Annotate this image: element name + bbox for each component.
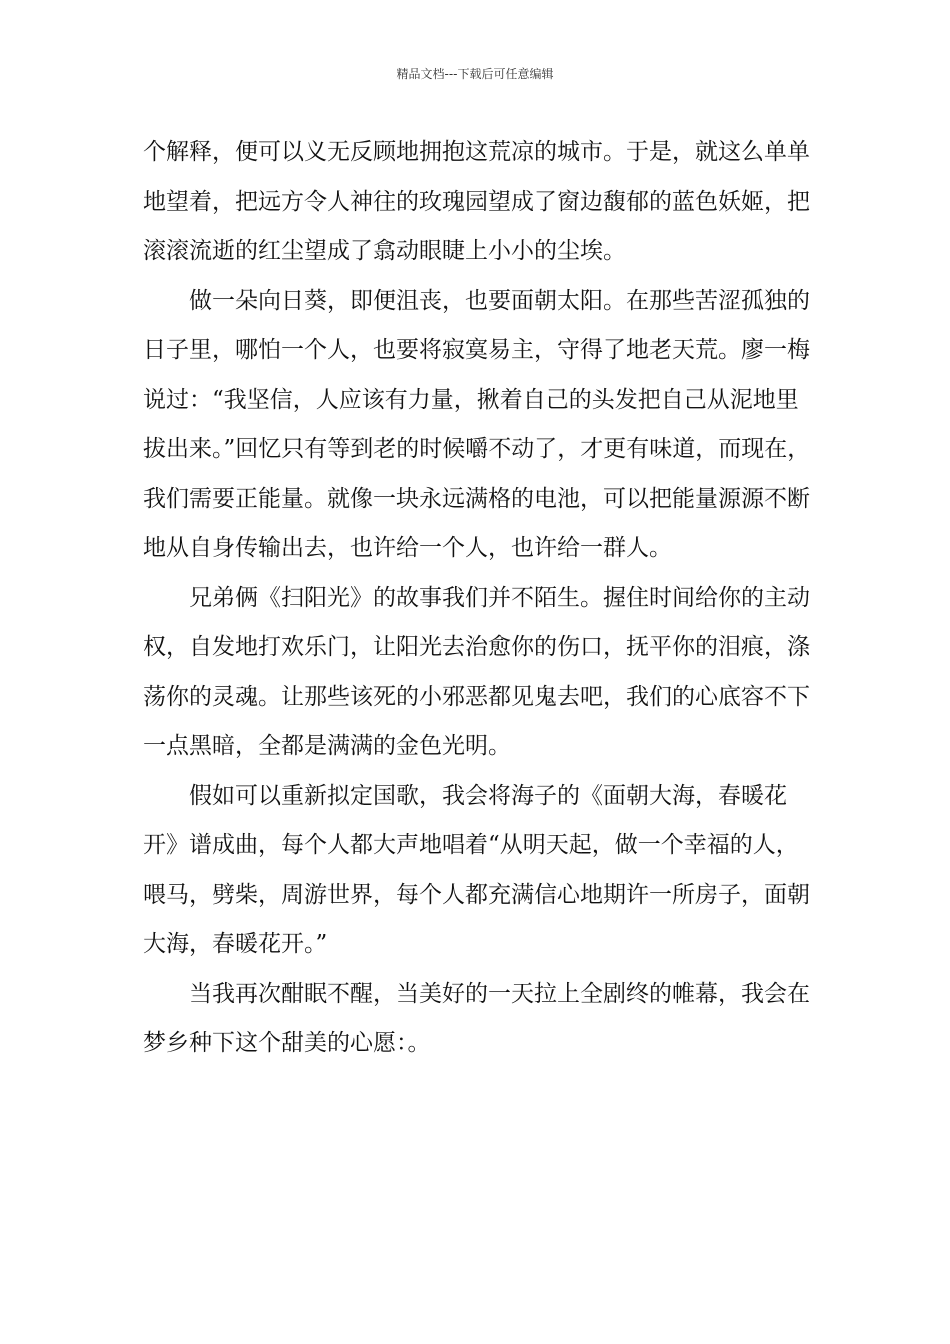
text-line: 荡你的灵魂。让那些该死的小邪恶都见鬼去吧，我们的心底容不下 [143, 683, 810, 710]
document-body [143, 128, 823, 1069]
text-line: 假如可以重新拟定国歌，我会将海子的《面朝大海，春暖花 [189, 782, 787, 809]
text-line: 日子里，哪怕一个人，也要将寂寞易主，守得了地老天荒。廖一梅 [143, 337, 810, 363]
text-line: 做一朵向日葵，即便沮丧，也要面朝太阳。在那些苦涩孤独的 [189, 287, 810, 314]
text-line: 一点黑暗，全都是满满的金色光明。 [143, 733, 511, 759]
text-line: 大海，春暖花开。” [143, 931, 328, 957]
text-line: 权，自发地打欢乐门，让阳光去治愈你的伤口，抚平你的泪痕，涤 [143, 634, 810, 660]
text-line: 滚滚流逝的红尘望成了翕动眼睫上小小的尘埃。 [143, 238, 626, 264]
text-line: 兄弟俩《扫阳光》的故事我们并不陌生。握住时间给你的主动 [189, 584, 810, 611]
text-line: 当我再次酣眠不醒，当美好的一天拉上全剧终的帷幕，我会在 [189, 980, 810, 1007]
text-line: 地从自身传输出去，也许给一个人，也许给一群人。 [143, 535, 672, 561]
page-header: 精品文档---下载后可任意编辑 [396, 67, 554, 81]
text-line: 开》谱成曲，每个人都大声地唱着“从明天起，做一个幸福的人， [143, 832, 799, 858]
text-line: 我们需要正能量。就像一块永远满格的电池，可以把能量源源不断 [143, 485, 810, 512]
text-line: 地望着，把远方令人神往的玫瑰园望成了窗边馥郁的蓝色妖姬，把 [143, 188, 810, 215]
text-line: 个解释，便可以义无反顾地拥抱这荒凉的城市。于是，就这么单单 [143, 139, 810, 165]
text-line: 喂马，劈柴，周游世界，每个人都充满信心地期许一所房子，面朝 [143, 881, 810, 908]
text-line: 拔出来。”回忆只有等到老的时候嚼不动了，才更有味道，而现在， [143, 436, 811, 462]
text-line: 说过：“我坚信，人应该有力量，揪着自己的头发把自己从泥地里 [143, 386, 799, 413]
text-line: 梦乡种下这个甜美的心愿：。 [143, 1030, 431, 1056]
